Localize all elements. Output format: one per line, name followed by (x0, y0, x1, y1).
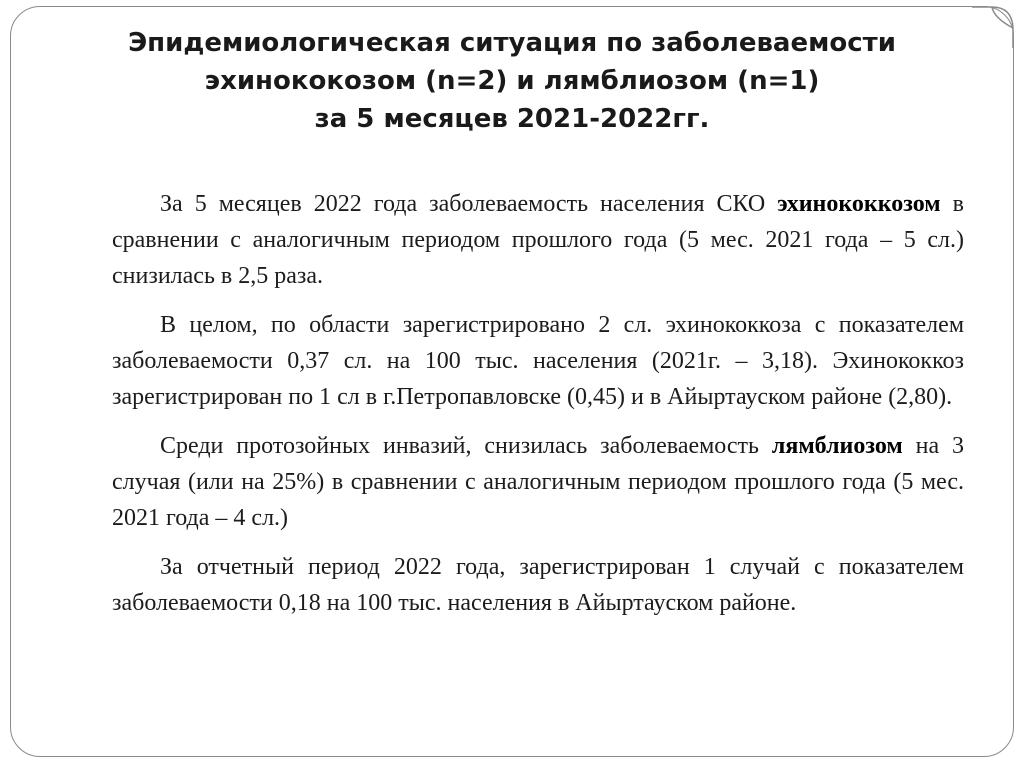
paragraph-text: За 5 месяцев 2022 года заболеваемость населения СКО (160, 191, 778, 217)
title-line-2: эхинококозом (n=2) и лямблиозом (n=1) (204, 66, 820, 96)
paragraph-echinococcosis-region (112, 307, 964, 415)
paragraph-text: на 3 случая (или на 25%) в сравнении с аналогичным периодом прошлого года (5 мес. 2021 года – 4 сл.) (112, 433, 965, 531)
paragraph-giardiasis-period (112, 549, 964, 621)
title-line-3: за 5 месяцев 2021-2022гг. (314, 104, 710, 134)
slide-title (60, 24, 964, 138)
paragraph-echinococcosis-trend (112, 186, 964, 294)
disease-name-giardiasis: лямблиозом (771, 433, 903, 459)
title-line-1: Эпидемиологическая ситуация по заболеваемости (128, 28, 896, 58)
paragraph-text: в сравнении с аналогичным периодом прошлого года (5 мес. 2021 года – 5 сл.) снизилась в 2,5 раза. (112, 191, 964, 289)
paragraph-text: Среди протозойных инвазий, снизилась заболеваемость (160, 433, 772, 459)
paragraph-text: За отчетный период 2022 года, зарегистрирован 1 случай с показателем заболеваемости 0,18 на 100 тыс. населения в Айыртауском районе. (112, 554, 964, 616)
slide-body (112, 186, 964, 634)
page-curl-decoration (972, 6, 1014, 48)
paragraph-text: В целом, по области зарегистрировано 2 сл. эхинококкоза с показателем заболеваемости 0,37 сл. на 100 тыс. населения (2021г. – 3,18). Эхинококкоз зарегистрирован по 1 сл в г.Петропавловске (0,45) и в Айыртауском районе (2,80). (112, 312, 964, 410)
paragraph-giardiasis-trend (112, 428, 964, 536)
disease-name-echinococcosis: эхинококкозом (777, 191, 941, 217)
